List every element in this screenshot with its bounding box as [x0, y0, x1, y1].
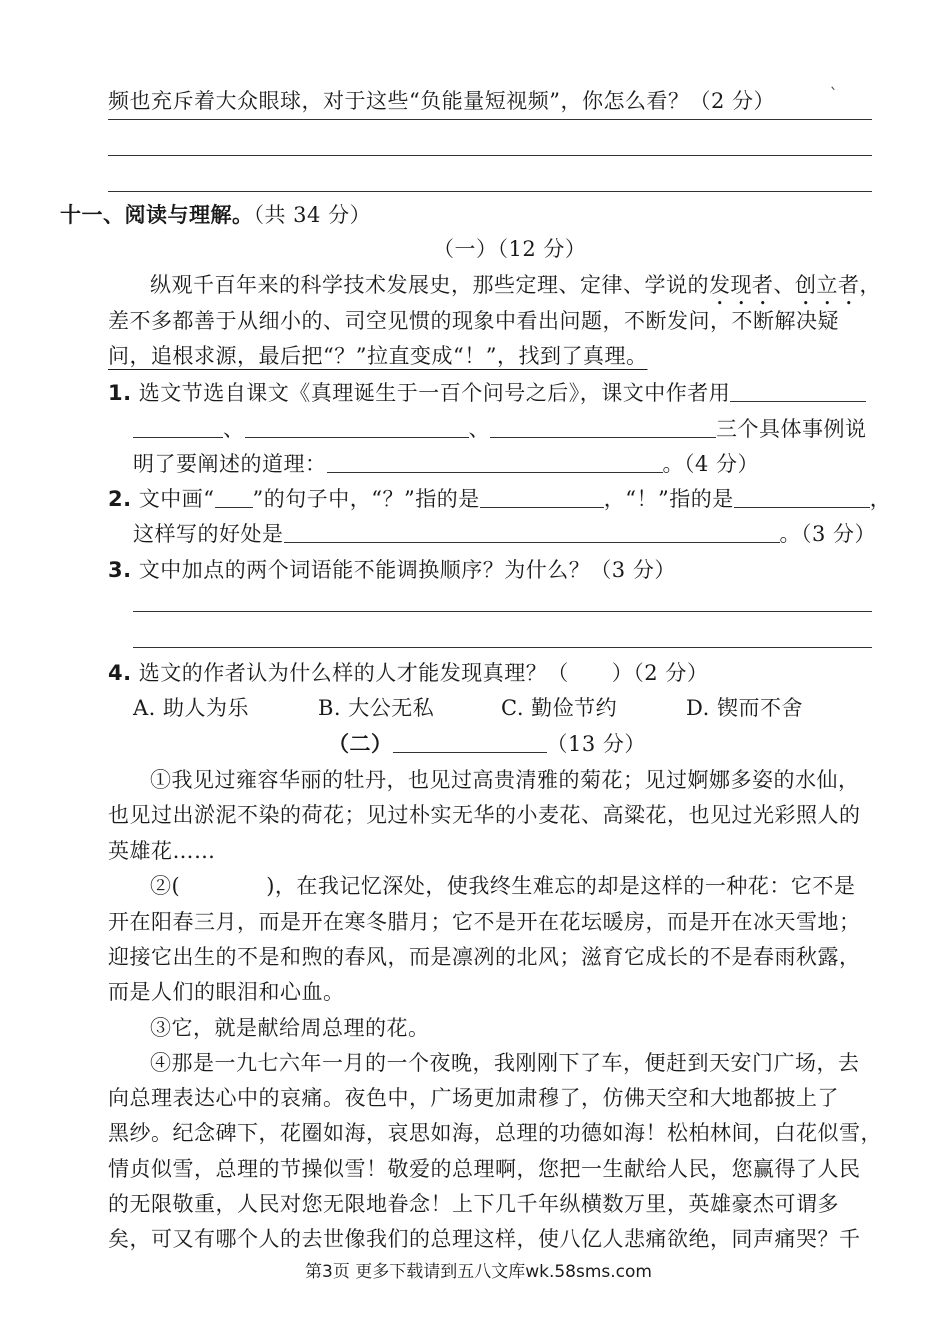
para2-line2: 开在阳春三月，而是开在寒冬腊月；它不是开在花坛暖房，而是开在冰天雪地； — [108, 910, 861, 934]
para2-line1: ②( )，在我记忆深处，使我终生难忘的却是这样的一种花：它不是 — [150, 874, 856, 898]
q1-blank-5[interactable] — [327, 450, 663, 473]
q3-answer-line[interactable] — [133, 611, 872, 612]
stray-mark — [831, 84, 837, 90]
para4-line6: 矣，可又有哪个人的去世像我们的总理这样，使八亿人悲痛欲绝，同声痛哭？千 — [108, 1227, 861, 1251]
q1-blank-3[interactable] — [245, 415, 469, 438]
question-2-line2: 这样写的好处是 。（3 分） — [133, 522, 877, 546]
para4-line5: 的无限敬重，人民对您无限地眷念！上下几千年纵横数万里，英雄豪杰可谓多 — [108, 1192, 839, 1216]
section-points: （共 34 分） — [253, 203, 372, 227]
question-1-line2: 、 、 三个具体事例说 — [133, 412, 867, 446]
question-2: 2. 文中画“ ”的句子中，“？”指的是 ，“！”指的是 ， — [108, 487, 892, 511]
para4-line1: ④那是一九七六年一月的一个夜晚，我刚刚下了车，便赶到天安门广场，去 — [150, 1051, 860, 1075]
para1-line1: ①我见过雍容华丽的牡丹，也见过高贵清雅的菊花；见过婀娜多姿的水仙， — [150, 768, 860, 792]
answer-line — [108, 191, 872, 192]
answer-line — [108, 155, 872, 156]
q1-blank-1[interactable] — [730, 379, 866, 402]
q1-blank-2[interactable] — [133, 415, 223, 438]
para4-line3: 黑纱。纪念碑下，花圈如海，哀思如海，总理的功德如海！松柏林间，白花似雪， — [108, 1121, 882, 1145]
q2-number: 2. — [108, 487, 132, 511]
question-1: 1. 选文节选自课文《真理诞生于一百个问号之后》，课文中作者用 — [108, 376, 866, 410]
question-3: 3. 文中加点的两个词语能不能调换顺序？为什么？（3 分） — [108, 558, 676, 582]
para4-line4: 情贞似雪，总理的节操似雪！敬爱的总理啊，您把一生献给人民，您赢得了人民 — [108, 1157, 861, 1181]
passage2-title: （二） （13 分） — [328, 732, 646, 756]
q4-option-b[interactable]: B. 大公无私 — [318, 696, 435, 720]
answer-line — [108, 119, 872, 120]
passage2-title-blank[interactable] — [393, 730, 547, 753]
q1-number: 1. — [108, 381, 132, 405]
para1-line3: 英雄花…… — [108, 839, 216, 863]
para4-line2: 向总理表达心中的哀痛。夜色中，广场更加肃穆了，仿佛天空和大地都披上了 — [108, 1086, 839, 1110]
question-tail-text: 频也充斥着大众眼球，对于这些“负能量短视频”，你怎么看？（2 分） — [108, 89, 776, 113]
passage1-line2: 差不多都善于从细小的、司空见惯的现象中看出问题，不断发问，不断解决疑 — [108, 309, 839, 333]
q1-blank-4[interactable] — [490, 415, 716, 438]
q2-blank-2[interactable] — [734, 485, 870, 508]
dotted-word-2: 创立者 — [795, 273, 860, 297]
q4-option-c[interactable]: C. 勤俭节约 — [501, 696, 618, 720]
q4-option-a[interactable]: A. 助人为乐 — [133, 696, 250, 720]
para1-line2: 也见过出淤泥不染的荷花；见过朴实无华的小麦花、高粱花，也见过光彩照人的 — [108, 803, 861, 827]
q2-blank-1[interactable] — [480, 485, 604, 508]
q2-blank-sample — [215, 485, 253, 508]
question-4: 4. 选文的作者认为什么样的人才能发现真理？（ ）（2 分） — [108, 661, 709, 685]
q4-option-d[interactable]: D. 锲而不舍 — [686, 696, 803, 720]
para2-line4: 而是人们的眼泪和心血。 — [108, 980, 345, 1004]
page-footer: 第3页 更多下载请到五八文库wk.58sms.com — [305, 1262, 652, 1282]
para2-line3: 迎接它出生的不是和煦的春风，而是凛冽的北风；滋育它成长的不是春雨秋露， — [108, 945, 861, 969]
q3-answer-line[interactable] — [133, 647, 872, 648]
passage1-line1: 纵观千百年来的科学技术发展史，那些定理、定律、学说的发现者、创立者， — [150, 273, 881, 297]
q3-number: 3. — [108, 558, 132, 582]
q2-blank-3[interactable] — [284, 520, 780, 543]
dotted-word-1: 发现者 — [709, 273, 774, 297]
section-title: 十一、阅读与理解。 — [60, 203, 254, 227]
para3-line1: ③它，就是献给周总理的花。 — [150, 1016, 430, 1040]
q4-number: 4. — [108, 661, 132, 685]
section-heading — [60, 198, 371, 232]
question-1-line3: 明了要阐述的道理： 。（4 分） — [133, 452, 760, 476]
passage1-title: （一）（12 分） — [433, 237, 587, 261]
passage1-underlined-sentence: 问，追根求源，最后把“？”拉直变成“！”，找到了真理。 — [108, 344, 648, 368]
